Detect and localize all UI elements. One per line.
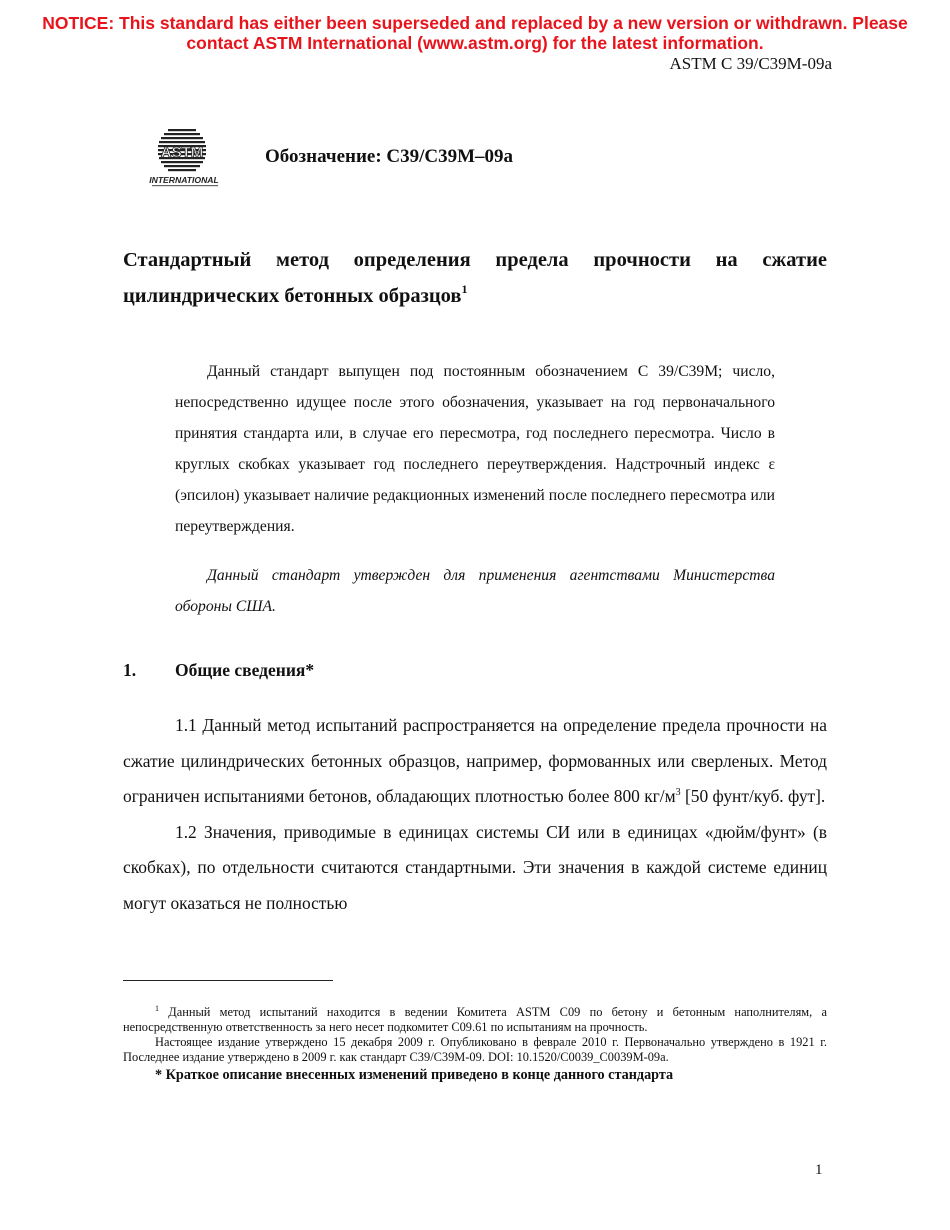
notice-line-1: NOTICE: This standard has either been superseded and replaced by a new version or withdrawn. Please: [42, 13, 908, 33]
footnote-1-marker: 1: [155, 1004, 159, 1013]
paragraph-1-2: 1.2 Значения, приводимые в единицах системы СИ или в единицах «дюйм/фунт» (в скобках), по отдельности считаются стандартными. Эти значения в каждой системе единиц могут оказаться не полностью: [123, 821, 827, 913]
section-heading: [123, 660, 314, 681]
section-body: [123, 708, 827, 921]
svg-text:ASTM: ASTM: [160, 144, 204, 161]
preface: [175, 356, 775, 622]
footnotes: [123, 1005, 827, 1083]
notice-line-2: contact ASTM International (www.astm.org) for the latest information.: [186, 33, 764, 53]
designation-heading: Обозначение: C39/C39M–09a: [265, 146, 514, 167]
changes-summary-note: * Краткое описание внесенных изменений приведено в конце данного стандарта: [155, 1067, 674, 1083]
astm-logo-icon: [148, 127, 224, 189]
superscript-cubed: 3: [675, 787, 681, 798]
section-number: 1.: [123, 660, 137, 680]
svg-text:INTERNATIONAL: INTERNATIONAL: [149, 175, 219, 185]
paragraph-1-1: [123, 708, 827, 815]
footnote-edition-note: Настоящее издание утверждено 15 декабря 2009 г. Опубликовано в феврале 2010 г. Первоначально утверждено в 1921 г. Последнее издание утверждено в 2009 г. как стандарт C39/C39M-09. DOI: 10.1520/C0039_C0039M-09a.: [123, 1035, 827, 1064]
paragraph-1-1-tail: [50 фунт/куб. фут].: [680, 786, 826, 806]
document-title: [123, 242, 827, 314]
preface-dod-approval: Данный стандарт утвержден для применения агентствами Министерства обороны США.: [175, 567, 775, 615]
section-title: Общие сведения*: [175, 660, 315, 680]
preface-designation-note: Данный стандарт выпущен под постоянным обозначением C 39/C39M; число, непосредственно идущее после этого обозначения, указывает на год первоначального принятия стандарта или, в случае его пересмотра, год последнего пересмотра. Число в круглых скобках указывает год последнего переутверждения. Надстрочный индекс ε (эпсилон) указывает наличие редакционных изменений после последнего пересмотра или переутверждения.: [175, 363, 775, 535]
paragraph-1-1-text: 1.1 Данный метод испытаний распространяется на определение предела прочности на сжатие цилиндрических бетонных образцов, например, формованных или сверленых. Метод ограничен испытаниями бетонов, обладающих плотностью более 800 кг/м: [123, 715, 827, 806]
footnote-separator: [123, 980, 333, 981]
document-id: ASTM C 39/C39M-09a: [669, 54, 832, 73]
footnote-1: [123, 1005, 827, 1035]
footnote-1-text: Данный метод испытаний находится в ведении Комитета ASTM C09 по бетону и бетонным наполнителям, а непосредственную ответственность за него несет подкомитет C09.61 по испытаниям на прочность.: [123, 1005, 827, 1034]
withdrawn-notice: [0, 13, 950, 53]
title-text: Стандартный метод определения предела прочности на сжатие цилиндрических бетонных образцов: [123, 249, 827, 307]
page-number: 1: [815, 1162, 823, 1178]
title-footnote-ref: 1: [461, 282, 468, 296]
